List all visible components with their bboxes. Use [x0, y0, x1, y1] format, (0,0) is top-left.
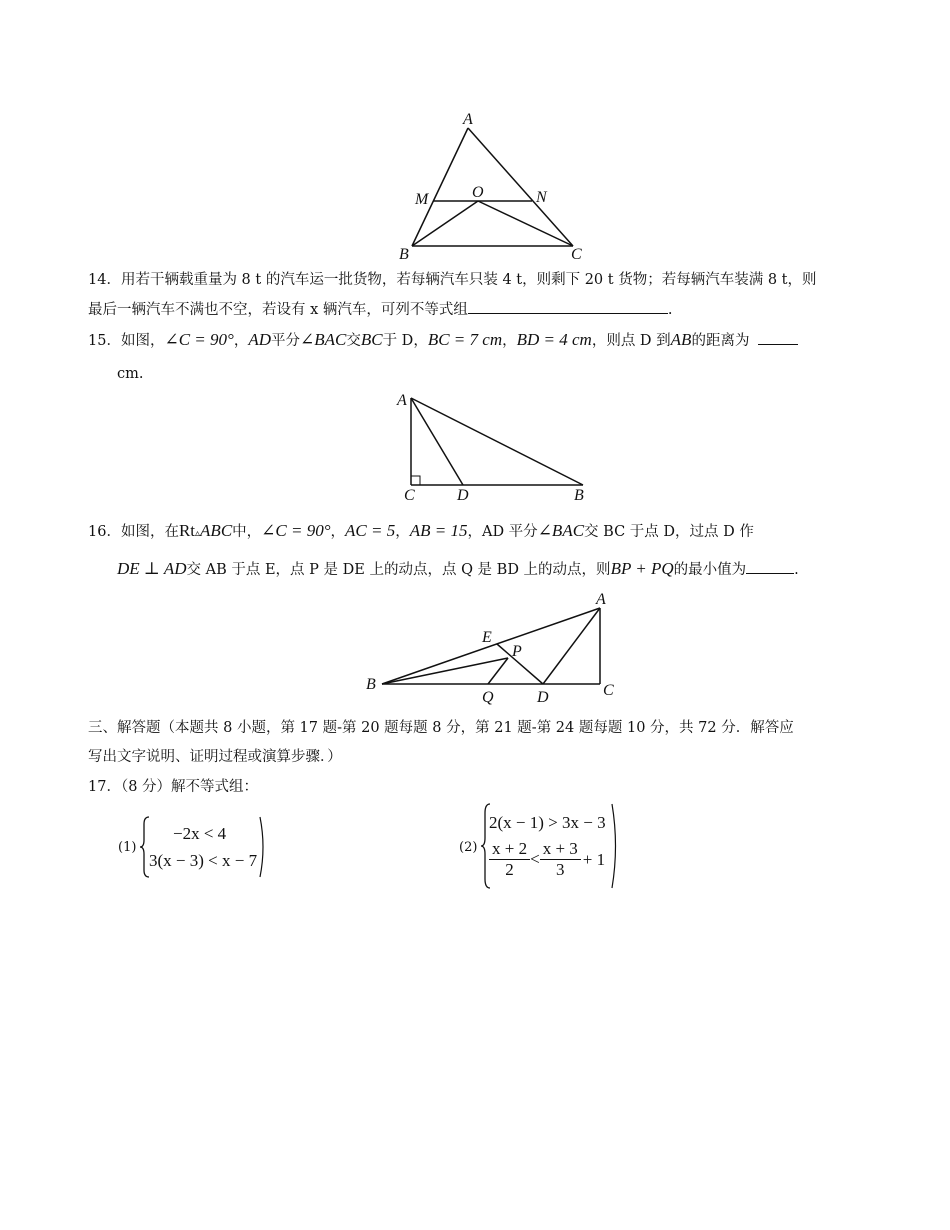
label-d: D	[457, 487, 469, 504]
q15-angle-c: ∠C = 90°	[164, 330, 234, 349]
q15-text: 平分	[270, 333, 300, 349]
q16-text: ，	[330, 524, 346, 540]
segment-ac	[468, 128, 573, 246]
label-d: D	[537, 689, 549, 706]
q16-bppq: BP + PQ	[610, 559, 674, 578]
segment-ab	[412, 128, 468, 246]
q17-part2-label: (2)	[459, 840, 478, 855]
label-b: B	[574, 487, 584, 504]
q16-text: 交 AB 于点 E，点 P 是 DE 上的动点，点 Q 是 BD 上的动点，则	[186, 562, 611, 578]
q17-part1-eq2: 3(x − 3) < x − 7	[149, 851, 258, 870]
q15-bd4: BD = 4 cm	[516, 330, 592, 349]
denominator-2: 3	[555, 860, 565, 879]
q16-text: 如图，在	[120, 524, 179, 540]
q16-text: ，	[395, 524, 410, 540]
segment-ab	[382, 608, 600, 684]
q14-period: .	[667, 302, 673, 318]
question-17-title: 17．（8 分）解不等式组：	[88, 779, 259, 795]
q14-line2-text: 最后一辆汽车不满也不空，若设有 x 辆汽车，可列不等式组	[88, 302, 468, 318]
section-3-heading-line2: 写出文字说明、证明过程或演算步骤．）	[88, 749, 342, 765]
q15-text: 的距离为	[691, 333, 750, 349]
label-a: A	[397, 392, 407, 409]
label-c: C	[603, 682, 614, 699]
q16-rt: Rt	[178, 521, 196, 540]
figure-right-triangle	[395, 388, 595, 506]
q14-line1: 用若干辆载重量为 8 t 的汽车运一批货物，若每辆汽车只装 4 t，则剩下 20 t 货物；若每辆汽车装满 8 t，则	[120, 272, 817, 288]
answer-blank-16[interactable]	[746, 559, 794, 574]
q16-text: 交 BC 于点 D，过点 D 作	[584, 524, 754, 540]
q15-text: 于 D，	[382, 333, 428, 349]
label-a: A	[463, 111, 473, 128]
q17-part2-eq1: 2(x − 1) > 3x − 3	[489, 813, 606, 832]
q16-period: .	[794, 562, 799, 578]
question-16-line2	[117, 559, 799, 580]
fraction-1	[489, 839, 530, 880]
right-paren-icon	[258, 816, 268, 878]
q15-text: 交	[346, 333, 361, 349]
figure-triangle-epq	[362, 588, 624, 706]
q16-angle-c: ∠C = 90°	[261, 521, 331, 540]
q16-text: 中，	[232, 524, 262, 540]
right-angle-mark	[411, 476, 420, 485]
label-c: C	[571, 246, 582, 263]
label-o: O	[472, 184, 484, 201]
q16-text: 的最小值为	[673, 562, 747, 578]
triangle-symbol: ▵	[195, 528, 201, 539]
question-15-line2: cm.	[117, 366, 144, 382]
q16-bac: ∠BAC	[537, 521, 585, 540]
right-paren-icon	[610, 803, 620, 889]
label-m: M	[415, 191, 429, 208]
q16-ac5: AC = 5	[345, 521, 396, 540]
plus-one: + 1	[582, 849, 606, 869]
q15-number: 15．	[88, 333, 121, 349]
label-a: A	[596, 591, 606, 608]
less-than: <	[530, 849, 540, 869]
q15-bac: ∠BAC	[299, 330, 347, 349]
label-c: C	[404, 487, 415, 504]
answer-blank-15[interactable]	[758, 330, 798, 345]
q16-abc: ABC	[200, 521, 233, 540]
q15-text: ，则点 D 到	[591, 333, 671, 349]
question-15	[88, 330, 798, 351]
q17-part2-eq2	[489, 839, 605, 880]
answer-blank-14[interactable]	[468, 299, 668, 314]
q15-ab: AB	[670, 330, 692, 349]
numerator-1: x + 2	[489, 839, 530, 860]
q16-de: DE ⊥ AD	[117, 559, 187, 578]
q15-text: ，	[502, 333, 517, 349]
question-14	[88, 270, 816, 290]
label-b: B	[399, 246, 409, 263]
figure-triangle-mon	[395, 108, 595, 263]
numerator-2: x + 3	[540, 839, 581, 860]
q15-bc: BC	[360, 330, 383, 349]
q15-text: ，	[233, 333, 249, 349]
section-3-heading: 三、解答题（本题共 8 小题，第 17 题-第 20 题每题 8 分，第 21 题-第 24 题每题 10 分，共 72 分．解答应	[88, 720, 794, 736]
label-e: E	[482, 629, 492, 646]
denominator-1: 2	[505, 860, 514, 879]
question-14-line2	[88, 299, 673, 320]
label-b: B	[366, 676, 376, 693]
q17-part1-label: (1)	[118, 840, 137, 855]
label-p: P	[512, 643, 522, 660]
q17-part1-eq1: −2x < 4	[173, 824, 227, 843]
segment-ad	[543, 608, 600, 684]
q15-text: 如图，	[120, 333, 165, 349]
fraction-2	[540, 839, 581, 880]
label-q: Q	[482, 689, 494, 706]
q16-number: 16．	[88, 524, 121, 540]
segment-oc	[478, 201, 573, 246]
label-n: N	[536, 189, 547, 206]
q16-text: ，AD 平分	[467, 524, 538, 540]
q15-ad: AD	[248, 330, 271, 349]
q16-ab15: AB = 15	[409, 521, 468, 540]
question-16	[88, 521, 754, 544]
q15-bc7: BC = 7 cm	[427, 330, 503, 349]
q14-number: 14．	[88, 272, 121, 288]
